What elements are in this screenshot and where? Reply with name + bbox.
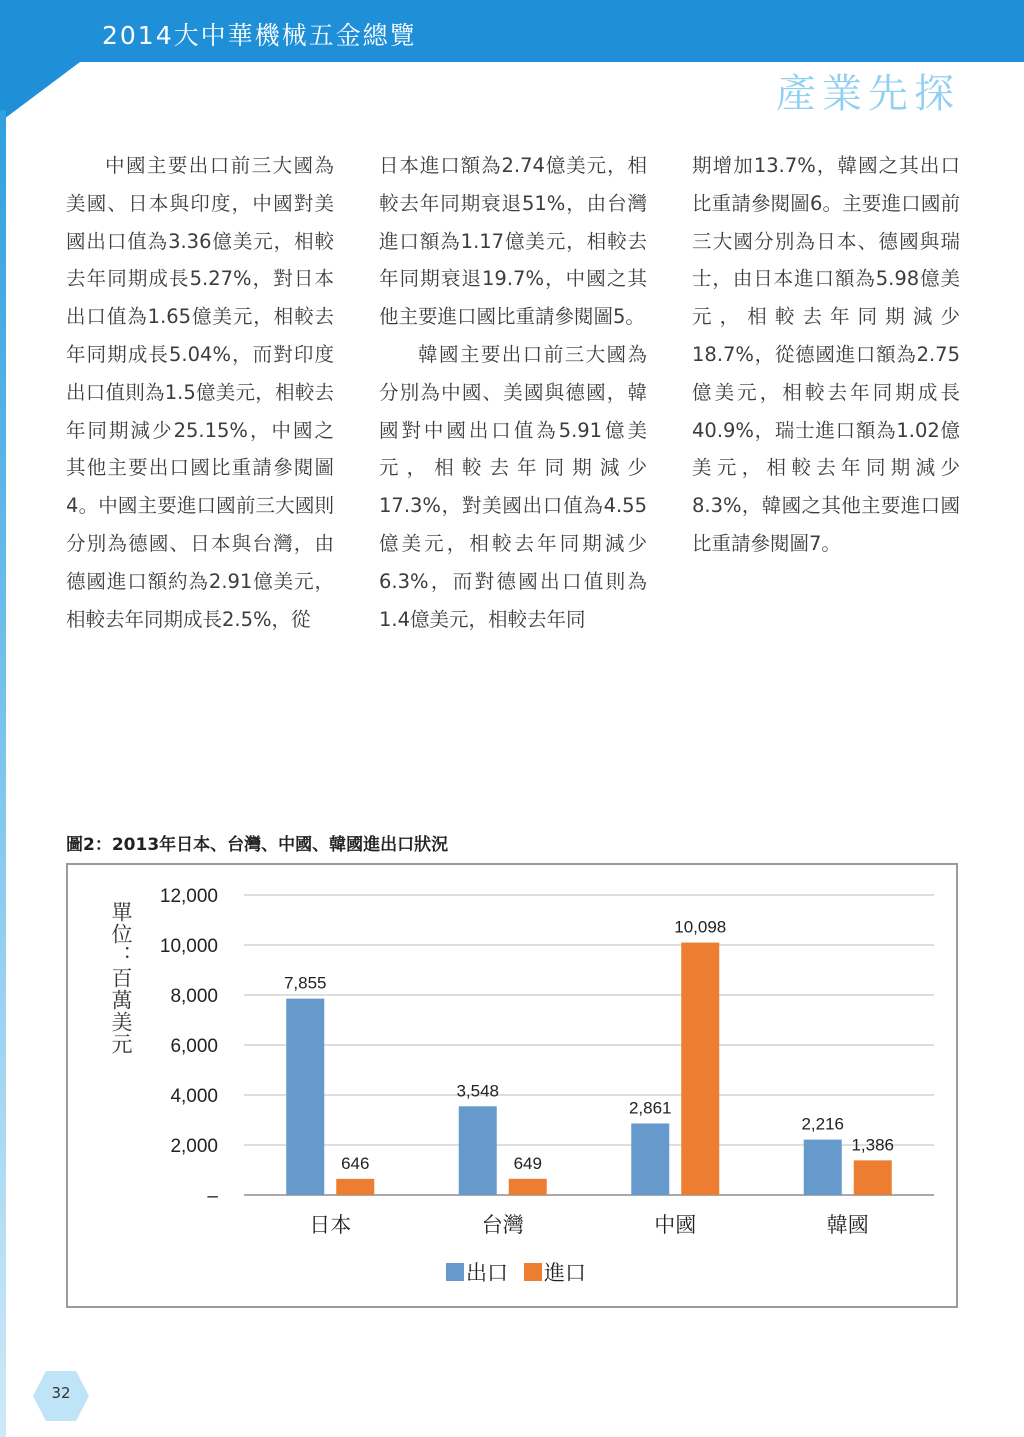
y-tick-label: 6,000	[170, 1036, 218, 1057]
legend-entry: 進口	[544, 1261, 586, 1285]
y-tick-label: 10,000	[159, 936, 218, 957]
legend-entry: 出口	[466, 1261, 508, 1285]
header-wedge-decoration	[0, 62, 80, 122]
x-tick-label: 台灣	[481, 1213, 524, 1237]
legend-swatch	[446, 1263, 464, 1281]
header-band	[0, 0, 1024, 62]
bar-export	[286, 999, 324, 1195]
data-label: 2,216	[801, 1114, 845, 1134]
bar-import	[509, 1179, 547, 1195]
data-label: 646	[341, 1153, 370, 1173]
bar-export	[804, 1140, 842, 1195]
article-paragraph: 中國主要出口前三大國為美國、日本與印度，中國對美國出口值為3.36億美元，相較去年同期成長5.27%，對日本出口值為1.65億美元，相較去年同期成長5.04%，而對印度出口值則為1.5億美元，相較去年同期減少25.15%，中國之其他主要出口國比重請參閱圖4。中國主要進口國前三大國則分別為德國、日本與台灣，由德國進口額約為2.91億美元，相較去年同期成長2.5%，從	[66, 154, 334, 631]
x-tick-label: 韓國	[826, 1213, 869, 1237]
chart-frame	[66, 863, 958, 1308]
article-column-3	[692, 147, 960, 563]
bar-export	[459, 1106, 497, 1195]
article-column-1	[66, 147, 334, 638]
y-tick-label: 12,000	[159, 886, 218, 907]
y-tick-label: 2,000	[170, 1136, 218, 1157]
bar-import	[854, 1160, 892, 1195]
bar-export	[631, 1123, 669, 1195]
article-paragraph: 期增加13.7%，韓國之其出口比重請參閱圖6。主要進口國前三大國分別為日本、德國與瑞士，由日本進口額為5.98億美元，相較去年同期減少18.7%，從德國進口額為2.75億美元，相較去年同期成長40.9%，瑞士進口額為1.02億美元，相較去年同期減少8.3%，韓國之其他主要進口國比重請參閱圖7。	[692, 154, 960, 555]
data-label: 10,098	[674, 917, 727, 937]
data-label: 7,855	[283, 973, 327, 993]
article-paragraph: 韓國主要出口前三大國為分別為中國、美國與德國，韓國對中國出口值為5.91億美元，相較去年同期減少17.3%，對美國出口值為4.55億美元，相較去年同期減少6.3%，而對德國出口值則為1.4億美元，相較去年同	[379, 342, 647, 631]
y-tick-label: 8,000	[170, 986, 218, 1007]
legend-swatch	[524, 1263, 542, 1281]
article-paragraph: 日本進口額為2.74億美元，相較去年同期衰退51%，由台灣進口額為1.17億美元，相較去年同期衰退19.7%，中國之其他主要進口國比重請參閱圖5。	[379, 154, 647, 329]
y-tick-label: –	[207, 1186, 218, 1207]
y-tick-label: 4,000	[170, 1086, 218, 1107]
data-label: 649	[513, 1153, 542, 1173]
bar-import	[681, 943, 719, 1195]
y-axis-label: 單位：百萬美元	[109, 901, 133, 1055]
bar-import	[336, 1179, 374, 1195]
data-label: 3,548	[456, 1081, 500, 1101]
section-label: 產業先探	[776, 71, 960, 117]
page-number: 32	[51, 1384, 71, 1402]
publication-title: 2014大中華機械五金總覽	[102, 21, 417, 50]
x-tick-label: 中國	[654, 1213, 697, 1237]
data-label: 1,386	[851, 1135, 895, 1155]
bar-chart	[68, 865, 956, 1306]
page-number-badge	[32, 1370, 90, 1422]
figure-caption: 圖2：2013年日本、台灣、中國、韓國進出口狀況	[66, 835, 449, 855]
article-column-2	[379, 147, 647, 638]
data-label: 2,861	[628, 1098, 672, 1118]
x-tick-label: 日本	[309, 1213, 352, 1237]
side-strip-decoration	[0, 110, 6, 1437]
